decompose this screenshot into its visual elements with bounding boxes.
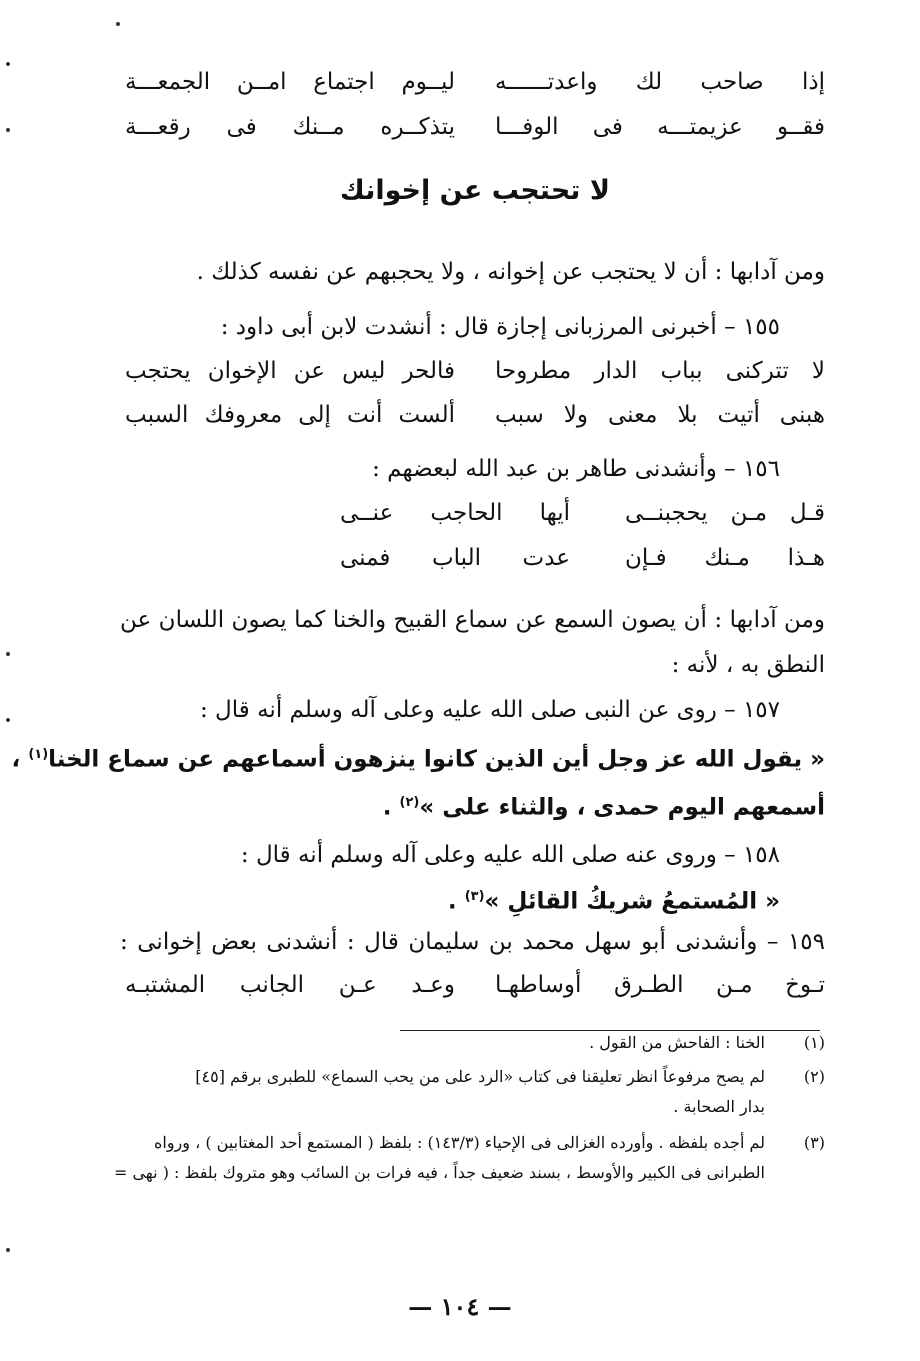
paragraph-2-line1: ومن آدابها : أن يصون السمع عن سماع القبيح والخنا كما يصون اللسان عن [120,607,825,633]
poem2-line2-right: هبنى أتيت بلا معنى ولا سبب [495,402,825,428]
poem1-line1-left: ليــوم اجتماع امــن الجمعـــة [125,69,455,95]
section-heading: لا تحتجب عن إخوانك [340,175,610,206]
item-157: ١٥٧ – روى عن النبى صلى الله عليه وعلى آله وسلم أنه قال : [200,697,780,723]
footnote-ref-1: (١) [28,747,49,762]
poem3-line2-right: هـذا مـنك فـإن [625,545,825,571]
footnote-ref-2: (٢) [399,795,420,810]
footnote-1 [120,1030,825,1056]
poem4-line1-left: وعـد عـن الجانب المشتبـه [125,972,455,998]
paragraph-1: ومن آدابها : أن لا يحتجب عن إخوانه ، ولا يحجبهم عن نفسه كذلك . [196,259,825,285]
scan-mark [6,128,10,132]
poem3-line1-right: قـل مـن يحجبنــى [625,500,825,526]
footnote-1-num: (١) [803,1033,825,1052]
footnote-1-text: الخنا : الفاحش من القول . [589,1033,765,1052]
hadith-158-tail: . [447,888,457,915]
poem2-line1-right: لا تتركنى بباب الدار مطروحا [495,358,825,384]
footnote-2-num: (٢) [803,1067,825,1086]
hadith-157-tail1: ، [11,746,21,773]
hadith-157-text1: « يقول الله عز وجل أين الذين كانوا ينزهون أسماعهم عن سماع الخنا [48,746,825,773]
scan-mark [6,652,10,656]
poem1-line2-left: يتذكــره مــنك فى رقعـــة [125,114,455,140]
poem4-line1-right: تـوخ مـن الطـرق أوساطهـا [495,972,825,998]
page-number: — ١٠٤ — [408,1292,512,1321]
scan-mark [116,22,120,26]
hadith-157-line2 [120,786,825,825]
scan-mark [6,1248,10,1252]
footnote-3 [120,1130,825,1156]
hadith-158 [120,880,825,919]
footnote-3-num: (٣) [803,1133,825,1152]
footnote-2-cont: بدار الصحابة . [673,1097,765,1116]
item-158: ١٥٨ – وروى عنه صلى الله عليه وعلى آله وسلم أنه قال : [240,842,780,868]
poem1-line2-right: فقــو عزيمتـــه فى الوفـــا [495,114,825,140]
hadith-157-line1 [11,738,825,777]
poem2-line1-left: فالحر ليس عن الإخوان يحتجب [125,358,455,384]
poem2-line2-left: ألست أنت إلى معروفك السبب [125,402,455,428]
footnote-3-cont: الطبرانى فى الكبير والأوسط ، بسند ضعيف جداً ، فيه فرات بن السائب وهو متروك بلفظ : ( نهى = [113,1163,765,1182]
footnote-2 [120,1064,825,1090]
footnote-2-text: لم يصح مرفوعاً انظر تعليقنا فى كتاب «الرد على من يحب السماع» للطبرى برقم [٤٥] [195,1067,765,1086]
poem3-line2-left: عدت الباب فمنى [340,545,570,571]
item-156: ١٥٦ – وأنشدنى طاهر بن عبد الله لبعضهم : [372,456,780,482]
hadith-157-tail2: . [382,794,392,821]
item-155: ١٥٥ – أخبرنى المرزبانى إجازة قال : أنشدت لابن أبى داود : [220,314,780,340]
paragraph-2-line2: النطق به ، لأنه : [671,652,825,678]
footnote-ref-3: (٣) [464,889,485,904]
item-159: ١٥٩ – وأنشدنى أبو سهل محمد بن سليمان قال : أنشدنى بعض إخوانى : [120,929,825,955]
footnote-3-text: لم أجده بلفظه . وأورده الغزالى فى الإحياء (١٤٣/٣) : بلفظ ( المستمع أحد المغتابين ) ، ورواه [153,1133,765,1152]
hadith-158-text: « المُستمعُ شريكُ القائلِ » [484,888,780,915]
scan-mark [6,62,10,66]
poem3-line1-left: أيها الحاجب عنــى [340,500,570,526]
scan-mark [6,718,10,722]
hadith-157-text2: أسمعهم اليوم حمدى ، والثناء على » [419,794,825,821]
poem1-line1-right: إذا صاحب لك واعدتــــــه [495,69,825,95]
